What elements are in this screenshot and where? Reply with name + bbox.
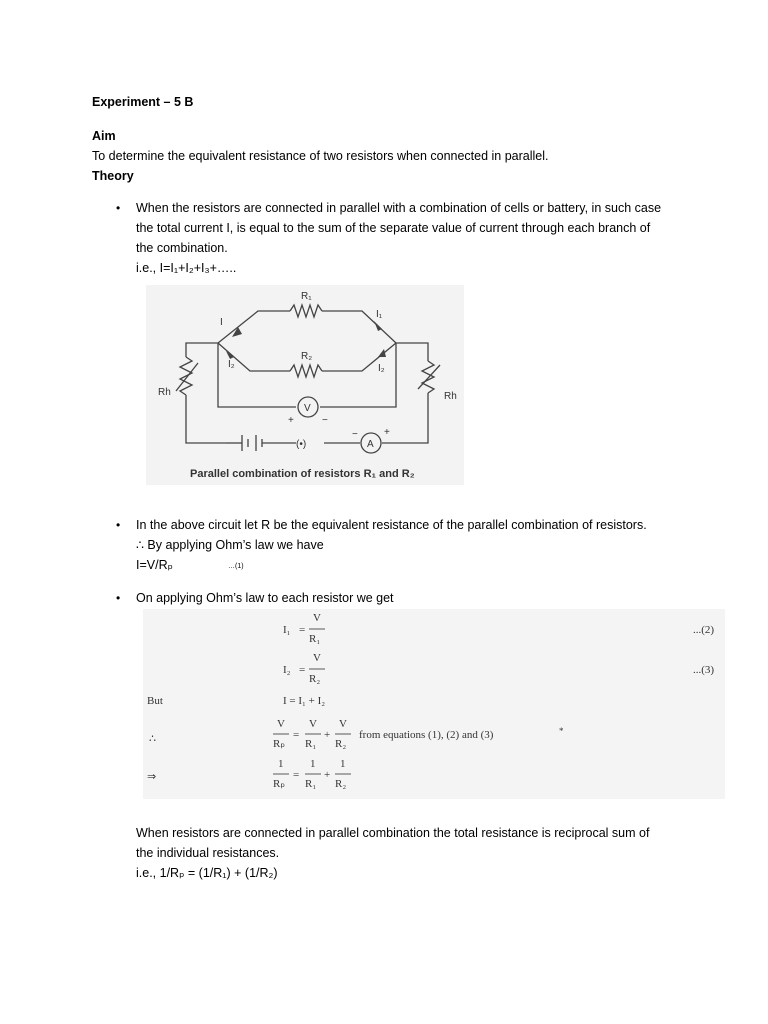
eq3-number: ...(3) — [693, 664, 715, 676]
eq4-star: * — [559, 726, 564, 736]
bullet-3-line-1: On applying Ohm’s law to each resistor we get — [136, 591, 394, 605]
bullet-2-line-1: In the above circuit let R be the equivalent resistance of the parallel combination of resistors. — [136, 518, 647, 532]
label-rh-right: Rh — [444, 391, 457, 402]
theory-heading: Theory — [92, 169, 134, 183]
eq2-equals: = — [299, 624, 306, 636]
conclusion-line-2: the individual resistances. — [136, 846, 280, 860]
eq-current-sum: I = I₁ + I₂ — [283, 695, 326, 707]
parallel-circuit-diagram — [146, 285, 464, 485]
eq5-num-3: 1 — [340, 758, 346, 770]
eq4-den-2: R₁ — [305, 738, 317, 750]
label-i2-left: I₂ — [228, 359, 235, 370]
eq3-denominator: R₂ — [309, 673, 321, 685]
equation-1-number: …(1) — [228, 563, 244, 570]
eq2-number: ...(2) — [693, 624, 715, 636]
eq5-den-1: Rₚ — [273, 778, 286, 790]
eq4-num-2: V — [309, 718, 317, 730]
eq4-plus: + — [324, 729, 331, 741]
eq2-i1: I₁ — [283, 624, 291, 636]
bullet-1-line-3: the combination. — [136, 241, 228, 255]
eq5-plus: + — [324, 769, 331, 781]
diagram-caption: Parallel combination of resistors R₁ and R₂ — [190, 468, 415, 480]
label-i2-right: I₂ — [378, 363, 385, 374]
eq4-num-1: V — [277, 718, 285, 730]
eq-therefore: ∴ — [149, 733, 156, 745]
eq5-den-2: R₁ — [305, 778, 317, 790]
label-i1: I₁ — [376, 309, 383, 320]
label-r2: R₂ — [301, 351, 313, 362]
eq4-den-3: R₂ — [335, 738, 347, 750]
equations-block — [143, 609, 725, 799]
equations-background — [143, 609, 725, 799]
conclusion-line-1: When resistors are connected in parallel combination the total resistance is reciprocal sum of — [136, 826, 650, 840]
eq2-denominator: R₁ — [309, 633, 321, 645]
label-i: I — [220, 317, 223, 328]
eq4-den-1: Rₚ — [273, 738, 286, 750]
aim-heading: Aim — [92, 129, 116, 143]
label-voltmeter: V — [304, 403, 311, 414]
label-r1: R₁ — [301, 291, 312, 302]
label-rh-left: Rh — [158, 387, 171, 398]
eq2-numerator: V — [313, 612, 321, 624]
bullet-1-line-2: the total current I, is equal to the sum of the separate value of current through each branch of — [136, 221, 651, 235]
bullet-2: • — [116, 518, 121, 532]
eq4-from-equations: from equations (1), (2) and (3) — [359, 729, 494, 741]
eq3-numerator: V — [313, 652, 321, 664]
bullet-1-line-4: i.e., I=I₁+I₂+I₃+….. — [136, 261, 237, 275]
label-key: (•) — [296, 439, 307, 450]
bullet-3: • — [116, 591, 121, 605]
eq4-equals: = — [293, 729, 300, 741]
eq5-equals: = — [293, 769, 300, 781]
bullet-2-line-2: ∴ By applying Ohm’s law we have — [136, 538, 324, 552]
eq5-num-1: 1 — [278, 758, 284, 770]
conclusion-line-3: i.e., 1/Rₚ = (1/R₁) + (1/R₂) — [136, 866, 278, 880]
aim-text: To determine the equivalent resistance of two resistors when connected in parallel. — [92, 149, 549, 163]
label-ammeter: A — [367, 439, 374, 450]
eq4-num-3: V — [339, 718, 347, 730]
eq-implies: ⇒ — [147, 771, 157, 783]
bullet-1-line-1: When the resistors are connected in parallel with a combination of cells or battery, in such case — [136, 201, 662, 215]
eq5-den-3: R₂ — [335, 778, 347, 790]
label-v-plus: + — [288, 415, 294, 426]
label-a-minus: − — [352, 429, 358, 440]
bullet-1: • — [116, 201, 121, 215]
label-a-plus: + — [384, 427, 390, 438]
label-v-minus: − — [322, 415, 328, 426]
eq5-num-2: 1 — [310, 758, 316, 770]
experiment-title: Experiment – 5 B — [92, 95, 194, 109]
eq3-equals: = — [299, 664, 306, 676]
eq3-i2: I₂ — [283, 664, 291, 676]
eq-but: But — [147, 695, 163, 707]
bullet-2-line-3: I=V/Rₚ — [136, 558, 173, 572]
